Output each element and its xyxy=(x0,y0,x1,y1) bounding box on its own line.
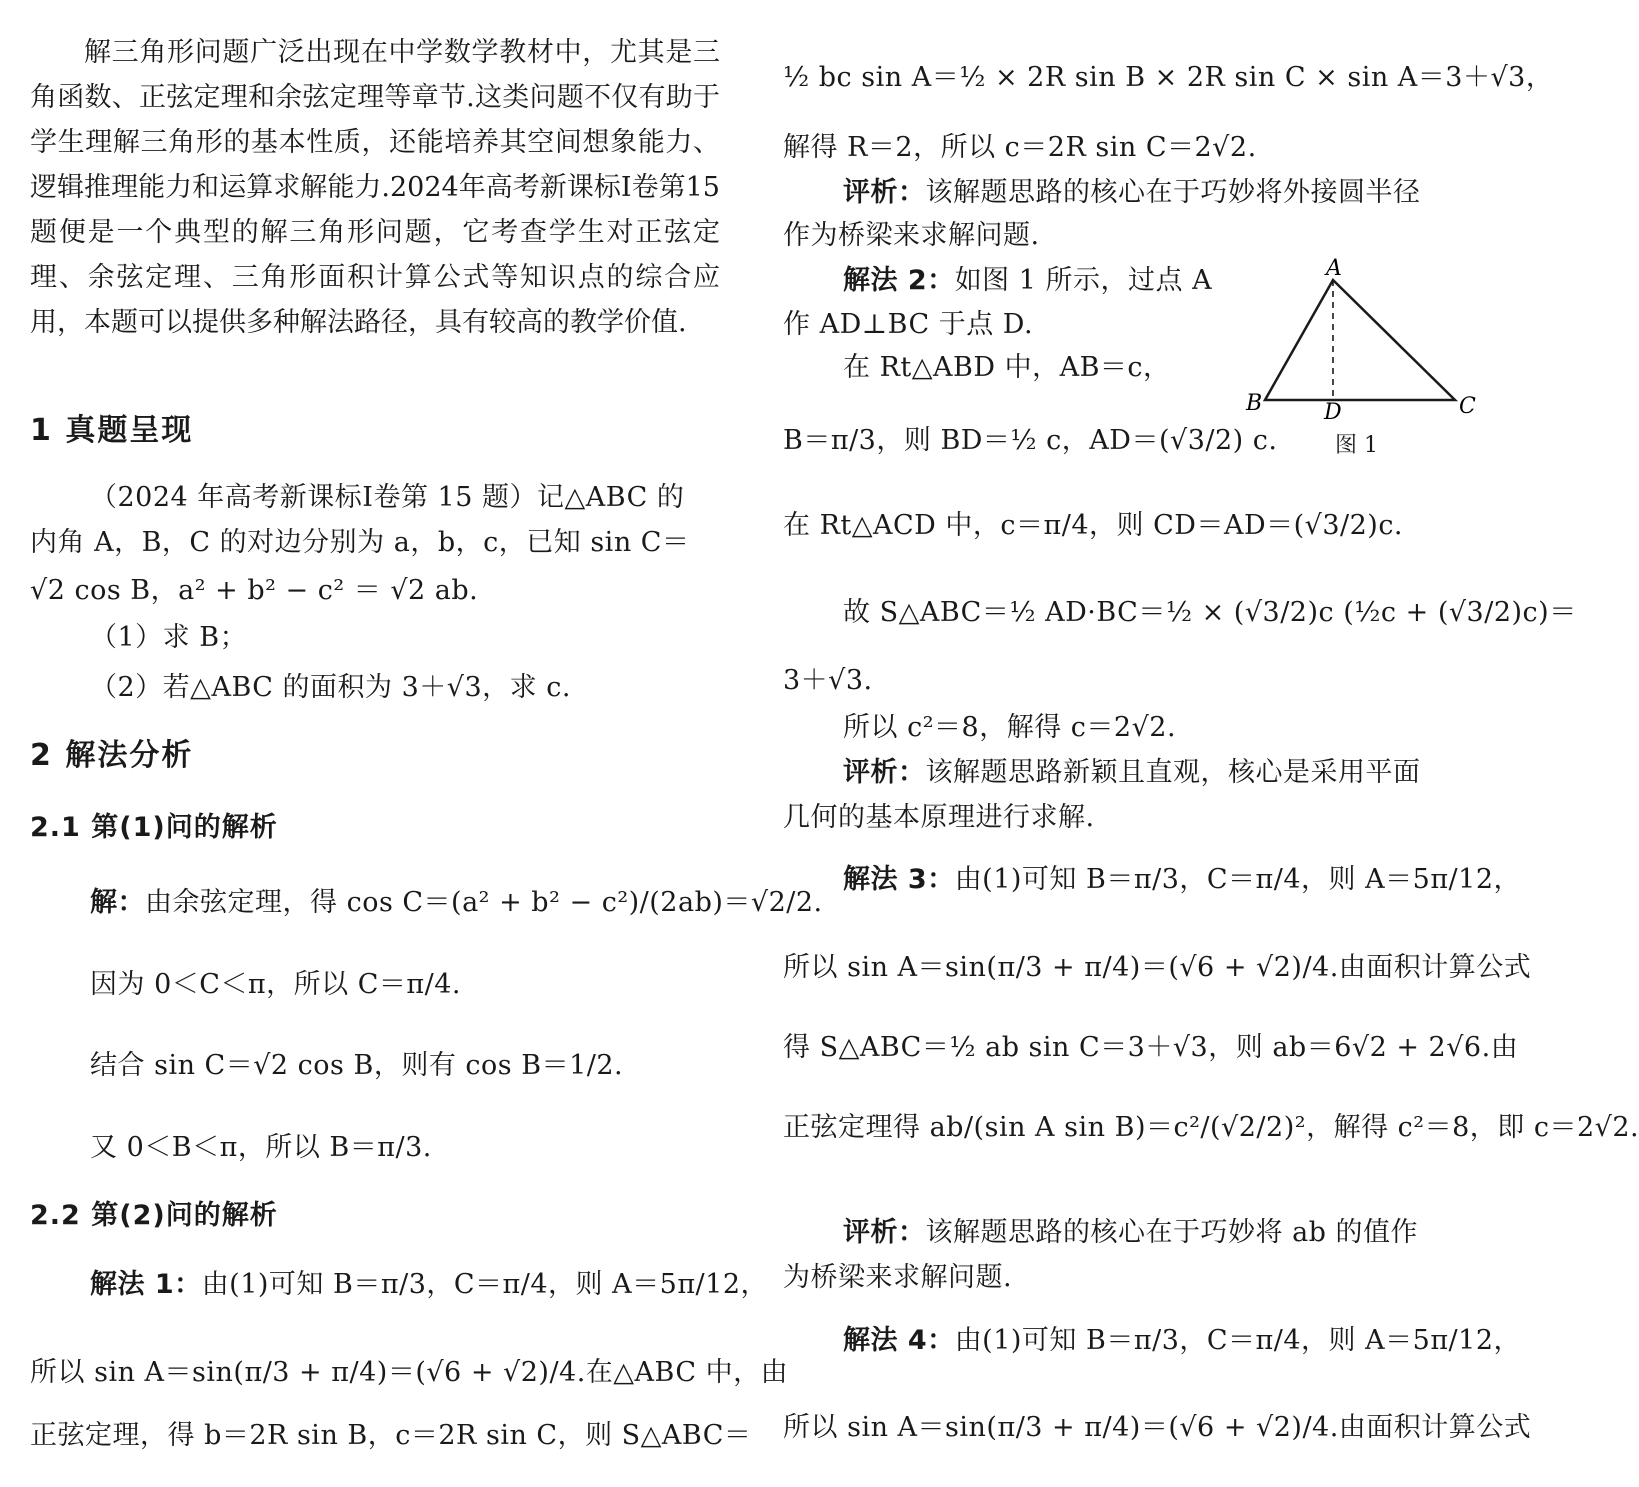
right-column xyxy=(783,0,1639,1487)
method-4-line-1 xyxy=(843,1318,1521,1357)
comment-2-text: 该解题思路新颖且直观，核心是采用平面 xyxy=(925,757,1421,788)
comment-1-label: 评析： xyxy=(843,177,926,208)
method-2-line-3: 在 Rt△ABD 中，AB＝c， xyxy=(843,352,1171,383)
solution-1-line-3: 结合 sin C＝√2 cos B，则有 cos B＝1/2. xyxy=(90,1050,624,1081)
vertex-label-c: C xyxy=(1459,394,1476,419)
comment-3-line-1 xyxy=(843,1210,1418,1249)
comment-2-line-1 xyxy=(843,750,1421,789)
method-2-line-7: 3＋√3. xyxy=(783,665,873,696)
comment-2-label: 评析： xyxy=(843,757,926,788)
comment-3-text: 该解题思路的核心在于巧妙将 ab 的值作 xyxy=(925,1217,1419,1248)
method-1-text-1: 由(1)可知 B＝π/3，C＝π/4，则 A＝5π/12， xyxy=(201,1269,769,1300)
method-2-line-2: 作 AD⊥BC 于点 D. xyxy=(783,309,1034,340)
method-3-line-1 xyxy=(843,857,1521,896)
method-3-line-3: 得 S△ABC＝½ ab sin C＝3＋√3，则 ab＝6√2 + 2√6.由 xyxy=(783,1032,1519,1063)
solution-1-text-1: 由余弦定理，得 cos C＝(a² + b² − c²)/(2ab)＝√2/2. xyxy=(145,887,823,918)
problem-line-3: √2 cos B，a² + b² − c² ＝ √2 ab. xyxy=(30,575,479,606)
section-heading-2: 2 解法分析 xyxy=(30,738,194,773)
solution-1-line-2: 因为 0＜C＜π，所以 C＝π/4. xyxy=(90,969,462,1000)
subsection-heading-2-2: 2.2 第(2)问的解析 xyxy=(30,1200,278,1231)
problem-line-1: （2024 年高考新课标Ⅰ卷第 15 题）记△ABC 的 xyxy=(90,482,685,513)
method-2-label: 解法 2： xyxy=(843,265,955,296)
method-4-text-1: 由(1)可知 B＝π/3，C＝π/4，则 A＝5π/12， xyxy=(954,1325,1522,1356)
method-2-line-5: 在 Rt△ACD 中，c＝π/4，则 CD＝AD＝(√3/2)c. xyxy=(783,510,1404,541)
method-1-line-1 xyxy=(90,1262,768,1301)
method-1-line-2: 所以 sin A＝sin(π/3 + π/4)＝(√6 + √2)/4.在△ABC 中，由 xyxy=(30,1357,789,1388)
solution-label: 解： xyxy=(90,887,145,918)
vertex-label-a: A xyxy=(1326,256,1342,281)
intro-paragraph: 解三角形问题广泛出现在中学数学教材中，尤其是三角函数、正弦定理和余弦定理等章节.这类问题不仅有助于学生理解三角形的基本性质，还能培养其空间想象能力、逻辑推理能力和运算求解能力.2024年高考新课标Ⅰ卷第15题便是一个典型的解三角形问题，它考查学生对正弦定理、余弦定理、三角形面积计算公式等知识点的综合应用，本题可以提供多种解法路径，具有较高的教学价值. xyxy=(30,37,720,338)
method-2-text-1: 如图 1 所示，过点 A xyxy=(954,265,1213,296)
vertex-label-b: B xyxy=(1246,391,1263,416)
triangle-abc xyxy=(1265,280,1455,400)
comment-1-text: 该解题思路的核心在于巧妙将外接圆半径 xyxy=(925,177,1421,208)
comment-3-label: 评析： xyxy=(843,1217,926,1248)
triangle-figure xyxy=(1240,255,1480,455)
method-3-line-2: 所以 sin A＝sin(π/3 + π/4)＝(√6 + √2)/4.由面积计算公式 xyxy=(783,952,1532,983)
section-heading-1: 1 真题呈现 xyxy=(30,413,194,448)
comment-3-line-2: 为桥梁来求解问题. xyxy=(783,1262,1013,1293)
solution-1-line-1 xyxy=(90,880,823,919)
method-3-line-4: 正弦定理得 ab/(sin A sin B)＝c²/(√2/2)²，解得 c²＝8，即 c＝2√2. xyxy=(783,1112,1639,1143)
figure-caption: 图 1 xyxy=(1335,433,1378,458)
right-line-1: ½ bc sin A＝½ × 2R sin B × 2R sin C × sin A＝3＋√3， xyxy=(783,62,1554,93)
right-line-2: 解得 R＝2，所以 c＝2R sin C＝2√2. xyxy=(783,132,1257,163)
method-1-label: 解法 1： xyxy=(90,1269,202,1300)
method-1-line-3: 正弦定理，得 b＝2R sin B，c＝2R sin C，则 S△ABC＝ xyxy=(30,1420,752,1451)
foot-label-d: D xyxy=(1324,400,1342,425)
method-2-line-8: 所以 c²＝8，解得 c＝2√2. xyxy=(843,712,1177,743)
left-column xyxy=(30,0,823,1487)
problem-question-2: （2）若△ABC 的面积为 3＋√3，求 c. xyxy=(90,672,571,703)
solution-1-line-4: 又 0＜B＜π，所以 B＝π/3. xyxy=(90,1132,432,1163)
comment-1-line-1 xyxy=(843,170,1421,209)
method-2-line-1 xyxy=(843,258,1212,297)
method-2-line-4: B＝π/3，则 BD＝½ c，AD＝(√3/2) c. xyxy=(783,425,1278,456)
method-3-text-1: 由(1)可知 B＝π/3，C＝π/4，则 A＝5π/12， xyxy=(954,864,1522,895)
method-3-label: 解法 3： xyxy=(843,864,955,895)
problem-question-1: （1）求 B； xyxy=(90,622,248,653)
comment-2-line-2: 几何的基本原理进行求解. xyxy=(783,802,1095,833)
subsection-heading-2-1: 2.1 第(1)问的解析 xyxy=(30,812,278,843)
method-4-label: 解法 4： xyxy=(843,1325,955,1356)
method-2-line-6: 故 S△ABC＝½ AD·BC＝½ × (√3/2)c (½c + (√3/2)c)＝ xyxy=(843,597,1577,628)
method-4-line-2: 所以 sin A＝sin(π/3 + π/4)＝(√6 + √2)/4.由面积计算公式 xyxy=(783,1412,1532,1443)
problem-line-2: 内角 A，B，C 的对边分别为 a，b，c，已知 sin C＝ xyxy=(30,527,690,558)
comment-1-line-2: 作为桥梁来求解问题. xyxy=(783,220,1040,251)
